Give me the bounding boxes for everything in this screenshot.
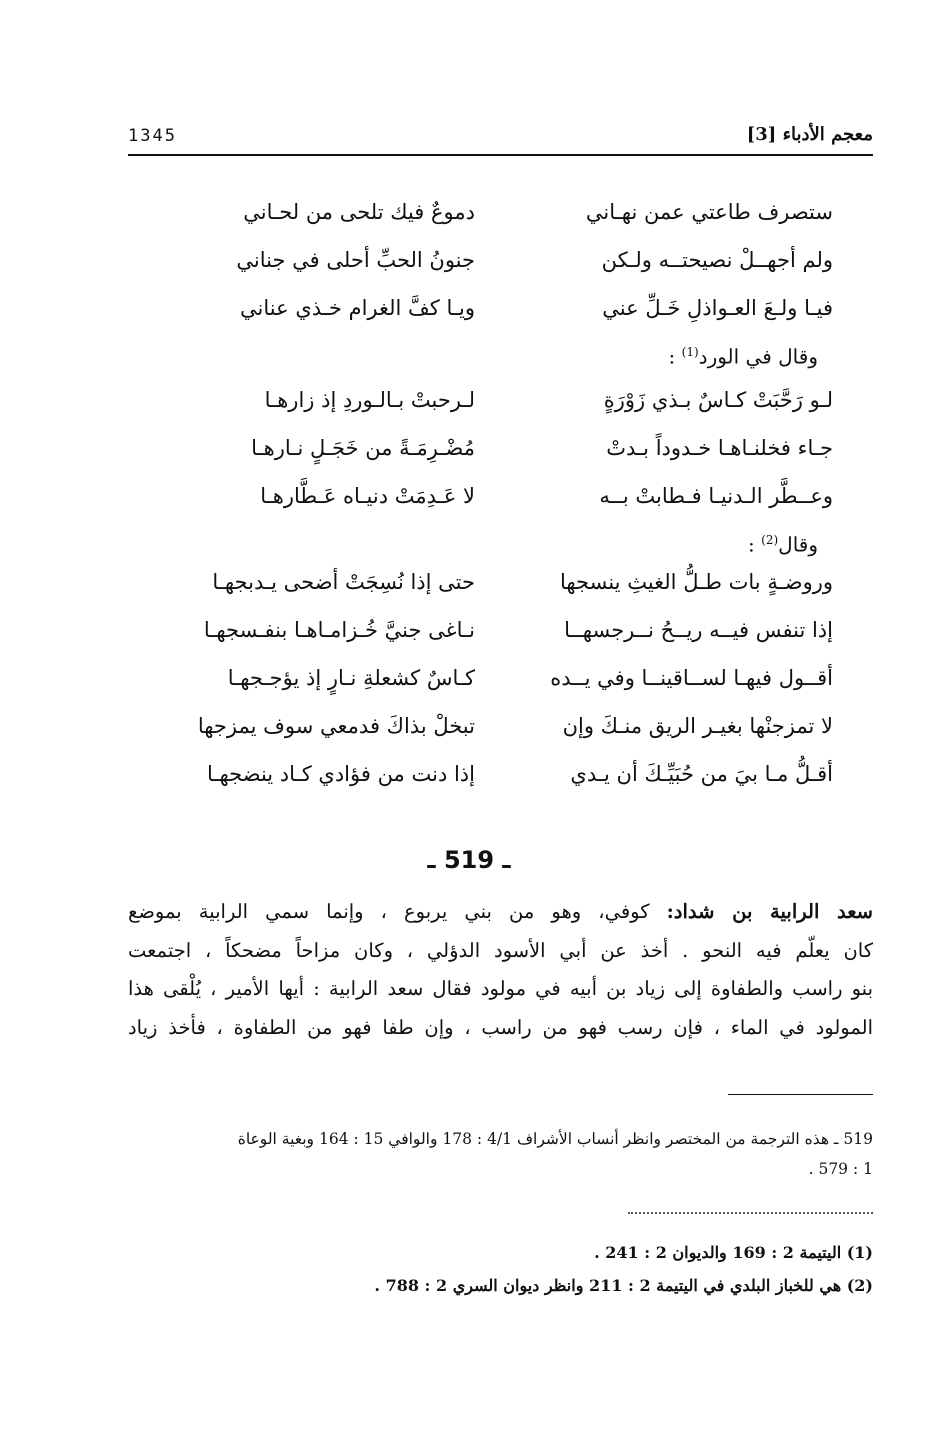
first-hemistich: لا تمزجنْها بغيـر الريق منـكَ وإن: [562, 714, 833, 738]
verse-row: [0, 476, 938, 524]
prose-line: بنو راسب والطفاوة إلى زياد بن أبيه في مولود فقال سعد الرابية : أيها الأمير ، يُلْقى هذا: [128, 977, 873, 1000]
verse-row: [0, 380, 938, 428]
second-hemistich: دموعٌ فيك تلحى من لحـاني: [243, 200, 475, 224]
second-hemistich: إذا دنت من فؤادي كـاد ينضجهـا: [206, 762, 475, 786]
second-hemistich: كـاسٌ كشعلةِ نـارٍ إذ يؤجـجهـا: [227, 666, 475, 690]
prose-line: كان يعلّم فيه النحو . أخذ عن أبي الأسود الدؤلي ، وكان مزاحاً مضحكاً ، اجتمعت: [128, 938, 873, 962]
entry-number: ـ 519 ـ: [427, 846, 511, 874]
verse-row: [0, 706, 938, 754]
intro-colon: :: [668, 344, 682, 369]
footnote-divider: [728, 1094, 873, 1095]
second-hemistich: حتى إذا نُسِجَتْ أضحى يـدبجهـا: [212, 570, 475, 594]
verse-row: [0, 288, 938, 336]
prose-line: [128, 893, 873, 932]
verse-row: [0, 610, 938, 658]
second-hemistich: ويـا كفَّ الغرام خـذي عناني: [240, 296, 475, 320]
first-hemistich: أقـلُّ مـا بيَ من حُبَيِّـكَ أن يـدي: [570, 762, 833, 786]
poem-1: [0, 192, 938, 336]
footnote-marker: (2): [761, 533, 779, 547]
verse-row: [0, 192, 938, 240]
book-title: معجم الأدباء [3]: [746, 124, 873, 145]
first-hemistich: أقــول فيهـا لســاقينــا وفي يــده: [550, 666, 833, 690]
first-hemistich: وعــطَّر الـدنيـا فـطابتْ بــه: [599, 484, 833, 508]
footnote-2: (2) هي للخباز البلدي في اليتيمة 2 : 211 وانظر ديوان السري 2 : 788 .: [374, 1276, 873, 1295]
second-hemistich: نـاغى جنيَّ خُـزامـاهـا بنفـسجهـا: [203, 618, 475, 642]
page-number: 1345: [128, 126, 177, 146]
verse-row: [0, 240, 938, 288]
poem-3: [0, 562, 938, 802]
intro-text: وقال: [778, 532, 818, 557]
verse-row: [0, 658, 938, 706]
editor-note: [128, 1124, 873, 1184]
second-hemistich: تبخلْ بذاكَ فدمعي سوف يمزجها: [197, 714, 475, 738]
first-hemistich: ولم أجهــلْ نصيحتــه ولـكن: [601, 248, 833, 272]
entry-body: [128, 893, 873, 1047]
editor-note-line: 519 ـ هذه الترجمة من المختصر وانظر أنساب الأشراف 4/1 : 178 والوافي 15 : 164 وبغية الوعاة: [237, 1130, 873, 1148]
second-hemistich: لا عَـدِمَتْ دنيـاه عَـطَّارهـا: [260, 484, 475, 508]
footnote-dotted-divider: [628, 1212, 873, 1214]
second-hemistich: جنونُ الحبِّ أحلى في جناني: [236, 248, 475, 272]
footnote-marker: (1): [681, 345, 699, 359]
footnote-1: (1) اليتيمة 2 : 169 والديوان 2 : 241 .: [594, 1243, 873, 1262]
first-hemistich: إذا تنفس فيــه ريــحُ نــرجسهــا: [564, 618, 833, 642]
verse-row: [0, 428, 938, 476]
intro-colon: :: [748, 532, 762, 557]
poem-2-intro: [669, 332, 818, 377]
first-hemistich: ستصرف طاعتي عمن نهـاني: [585, 200, 833, 224]
running-head: [128, 122, 873, 156]
footnotes: [128, 1236, 873, 1302]
first-hemistich: لـو رَحَّبَتْ كـاسٌ بـذي زَوْرَةٍ: [603, 388, 833, 412]
first-hemistich: وروضـةٍ بات طـلُّ الغيثِ ينسجها: [559, 570, 833, 594]
second-hemistich: لـرحبتْ بـالـوردِ إذ زارهـا: [264, 388, 475, 412]
first-hemistich: جـاء فخلنـاهـا خـدوداً بـدتْ: [606, 436, 833, 460]
poem-3-intro: [748, 520, 818, 565]
editor-note-line: 1 : 579 .: [808, 1160, 873, 1178]
first-hemistich: فيـا ولـعَ العـواذلِ خَـلِّ عني: [602, 296, 833, 320]
prose-line: المولود في الماء ، فإن رسب فهو من راسب ، وإن طفا فهو من الطفاوة ، فأخذ زياد: [128, 1015, 873, 1039]
verse-row: [0, 754, 938, 802]
second-hemistich: مُضْـرِمَـةً من خَجَـلٍ نـارهـا: [251, 436, 475, 460]
verse-row: [0, 562, 938, 610]
intro-text: وقال في الورد: [698, 344, 818, 369]
poem-2: [0, 380, 938, 524]
entry-name: سعد الرابية بن شداد:: [666, 900, 874, 923]
prose-text: كوفي، وهو من بني يربوع ، وإنما سمي الرابية بموضع: [128, 900, 667, 923]
